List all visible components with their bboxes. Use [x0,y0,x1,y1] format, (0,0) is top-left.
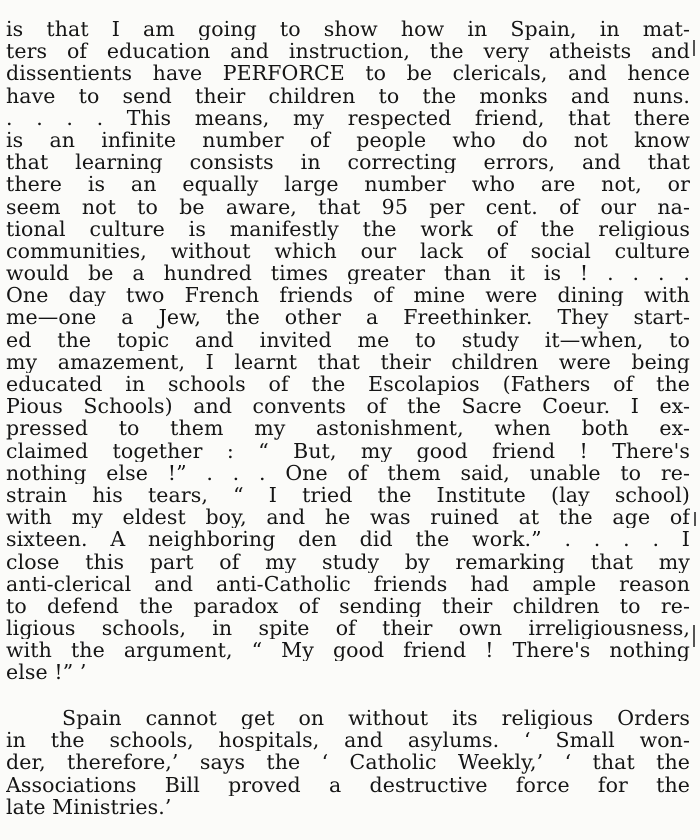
paragraph-1 [6,18,690,684]
text-line: communities, without which our lack of social culture [6,239,690,263]
text-line: close this part of my study by remarking that my [6,550,690,573]
text-line: my amazement, I learnt that their children were being [6,350,690,373]
column-rule-mark [693,40,695,56]
text-line: claimed together : “ But, my good friend ! There's [6,439,690,462]
text-line: is an infinite number of people who do not know [6,128,690,152]
text-line: ters of education and instruction, the very atheists and [6,40,690,63]
text-line: with the argument, “ My good friend ! There's nothing [6,639,690,662]
text-line: pressed to them my astonishment, when both ex- [6,417,690,440]
text-line: educated in schools of the Escolapios (Fathers of the [6,373,690,396]
text-line: der, therefore,’ says the ‘ Catholic Weekly,’ ‘ that the [6,751,690,774]
text-line: have to send their children to the monks and nuns. [6,84,690,107]
text-line: late Ministries.’ [6,795,172,818]
text-line: Pious Schools) and convents of the Sacre Coeur. I ex- [6,395,690,418]
text-line: is that I am going to show how in Spain, in mat- [6,18,690,41]
text-line: me—one a Jew, the other a Freethinker. They start- [6,306,690,329]
text-line: nothing else !” . . . One of them said, unable to re- [6,461,690,484]
column-rule-mark [693,625,695,647]
text-line: that learning consists in correcting errors, and that [6,151,690,174]
text-line: dissentients have PERFORCE to be clericals, and hence [6,62,690,85]
text-line: would be a hundred times greater than it is ! . . . . [6,262,690,285]
text-line: in the schools, hospitals, and asylums. ‘ Small won- [6,729,690,752]
text-line: ed the topic and invited me to study it—when, to [6,328,690,351]
text-line: strain his tears, “ I tried the Institute (lay school) [6,483,690,507]
text-line: . . . . This means, my respected friend, that there [6,106,690,129]
text-line: tional culture is manifestly the work of the religious [6,217,690,240]
text-line: there is an equally large number who are not, or [6,173,690,196]
text-line: sixteen. A neighboring den did the work.” . . . . I [6,528,690,551]
text-line: anti-clerical and anti-Catholic friends had ample reason [6,572,690,595]
text-line: else !” ’ [6,661,87,684]
text-line: with my eldest boy, and he was ruined at the age of [6,506,690,529]
column-rule-mark [694,512,696,526]
text-line: Spain cannot get on without its religious Orders [62,707,690,730]
text-line: One day two French friends of mine were dining with [6,284,690,307]
text-line: to defend the paradox of sending their children to re- [6,594,690,618]
text-line: ligious schools, in spite of their own irreligiousness, [6,617,690,640]
text-line: Associations Bill proved a destructive force for the [6,773,690,796]
paragraph-2 [6,707,690,818]
text-line: seem not to be aware, that 95 per cent. of our na- [6,195,690,218]
